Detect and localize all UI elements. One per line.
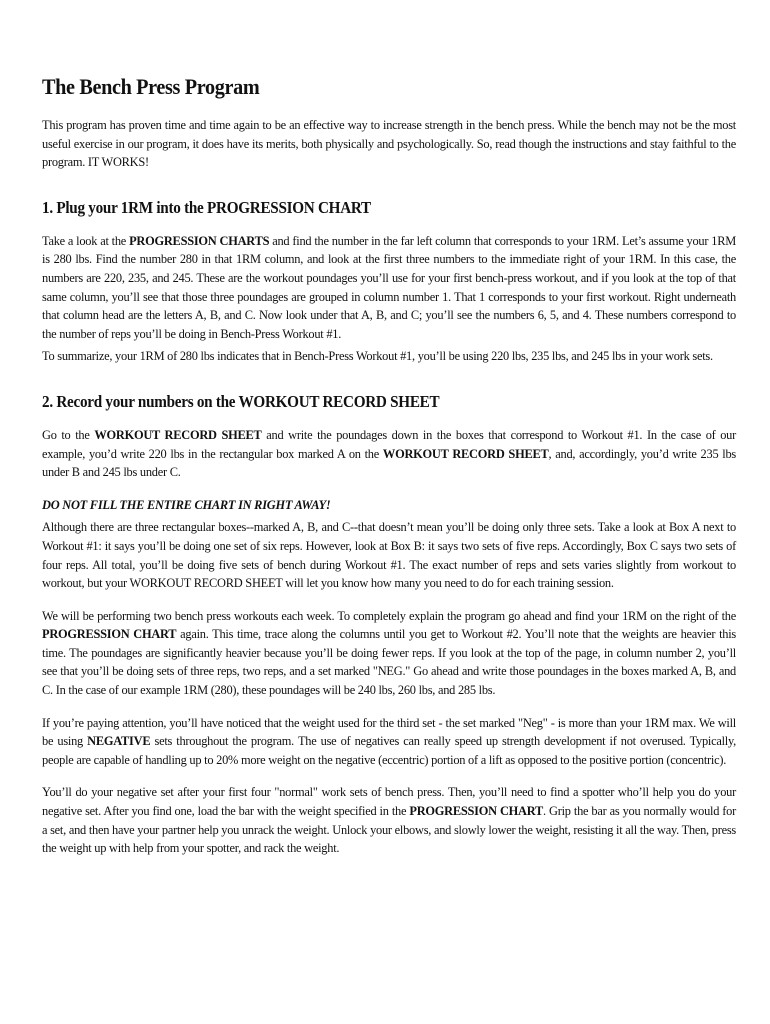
section-2-heading: 2. Record your numbers on the WORKOUT RECORD SHEET bbox=[42, 391, 440, 411]
intro-paragraph: This program has proven time and time again to be an effective way to increase strength in the bench press. While the bench may not be the most useful exercise in our program, it does have its merits, both physically and psychologically. So, read though the instructions and stay faithful to the program. IT WORKS! bbox=[42, 118, 736, 170]
workout-record-sheet-ref: WORKOUT RECORD SHEET bbox=[382, 446, 549, 461]
section-2-paragraph-1: Go to the WORKOUT RECORD SHEET and write the poundages down in the boxes that correspond to Workout #1. In the case of our example, you’d write 220 lbs in the rectangular box marked A on the WORKOUT RECORD SHEET, and, accordingly, you’d write 235 lbs under B and 245 lbs under C. bbox=[42, 427, 737, 480]
warning-text: DO NOT FILL THE ENTIRE CHART IN RIGHT AWAY! bbox=[42, 497, 331, 512]
section-2-paragraph-2: Although there are three rectangular boxes--marked A, B, and C--that doesn’t mean you’ll be doing only three sets. Take a look at Box A next to Workout #1: it says you’ll be doing one set of six reps. However, look at Box B: it says two sets of five reps. Accordingly, Box C says two sets of four reps. All total, you’ll be doing five sets of bench during Workout #1. The exact number of reps and sets varies slightly from workout to workout, but your WORKOUT RECORD SHEET will let you know how many you need to do for each training session. bbox=[42, 520, 736, 591]
section-1-heading: 1. Plug your 1RM into the PROGRESSION CHART bbox=[42, 197, 371, 217]
section-2-paragraph-4: If you’re paying attention, you’ll have noticed that the weight used for the third set - the set marked "Neg" - is more than your 1RM max. We will be using NEGATIVE sets throughout the program. The use of negatives can really speed up strength development if not overused. Typically, people are capable of handling up to 20% more weight on the negative (eccentric) portion of a lift as opposed to the positive portion (concentric). bbox=[42, 715, 736, 767]
progression-chart-ref: PROGRESSION CHART bbox=[409, 804, 544, 819]
document-page bbox=[42, 74, 736, 858]
section-1-paragraph-2: To summarize, your 1RM of 280 lbs indicates that in Bench-Press Workout #1, you’ll be using 220 lbs, 235 lbs, and 245 lbs in your work sets. bbox=[42, 349, 713, 364]
progression-charts-ref: PROGRESSION CHARTS bbox=[129, 233, 270, 248]
negative-ref: NEGATIVE bbox=[87, 734, 151, 749]
section-1-paragraph-1: Take a look at the PROGRESSION CHARTS and find the number in the far left column that corresponds to your 1RM. Let’s assume your 1RM is 280 lbs. Find the number 280 in that 1RM column, and look at the first three numbers to the immediate right of your 1RM. In this case, the numbers are 220, 235, and 245. These are the workout poundages you’ll use for your first bench-press workout, and if you look at the top of that same column, you’ll see that those three poundages are grouped in column number 1. That 1 corresponds to your first workout. Right underneath that column head are the letters A, B, and C. Now look under that A, B, and C; you’ll see the numbers 6, 5, and 4. These numbers correspond to the number of reps you’ll be doing in Bench-Press Workout #1. bbox=[42, 233, 736, 341]
page-title: The Bench Press Program bbox=[42, 74, 260, 99]
section-2-paragraph-3: We will be performing two bench press workouts each week. To completely explain the program go ahead and find your 1RM on the right of the PROGRESSION CHART again. This time, trace along the columns until you get to Workout #2. You’ll note that the weights are heavier this time. The poundages are significantly heavier because you’ll be doing fewer reps. If you look at the top of the page, in column number 2, you’ll see that you’ll be doing sets of three reps, two reps, and a set marked "NEG." Go ahead and write those poundages in the boxes marked A, B, and C. In the case of our example 1RM (280), these poundages will be 240 lbs, 260 lbs, and 285 lbs. bbox=[42, 608, 736, 698]
workout-record-sheet-ref: WORKOUT RECORD SHEET bbox=[94, 427, 262, 442]
section-2-paragraph-5: You’ll do your negative set after your first four "normal" work sets of bench press. Then, you’ll need to find a spotter who’ll help you do your negative set. After you find one, load the bar with the weight specified in the PROGRESSION CHART. Grip the bar as you normally would for a set, and then have your partner help you unrack the weight. Unlock your elbows, and slowly lower the weight, resisting it all the way. Then, press the weight up with help from your spotter, and rack the weight. bbox=[42, 785, 736, 856]
progression-chart-ref: PROGRESSION CHART bbox=[42, 627, 177, 642]
